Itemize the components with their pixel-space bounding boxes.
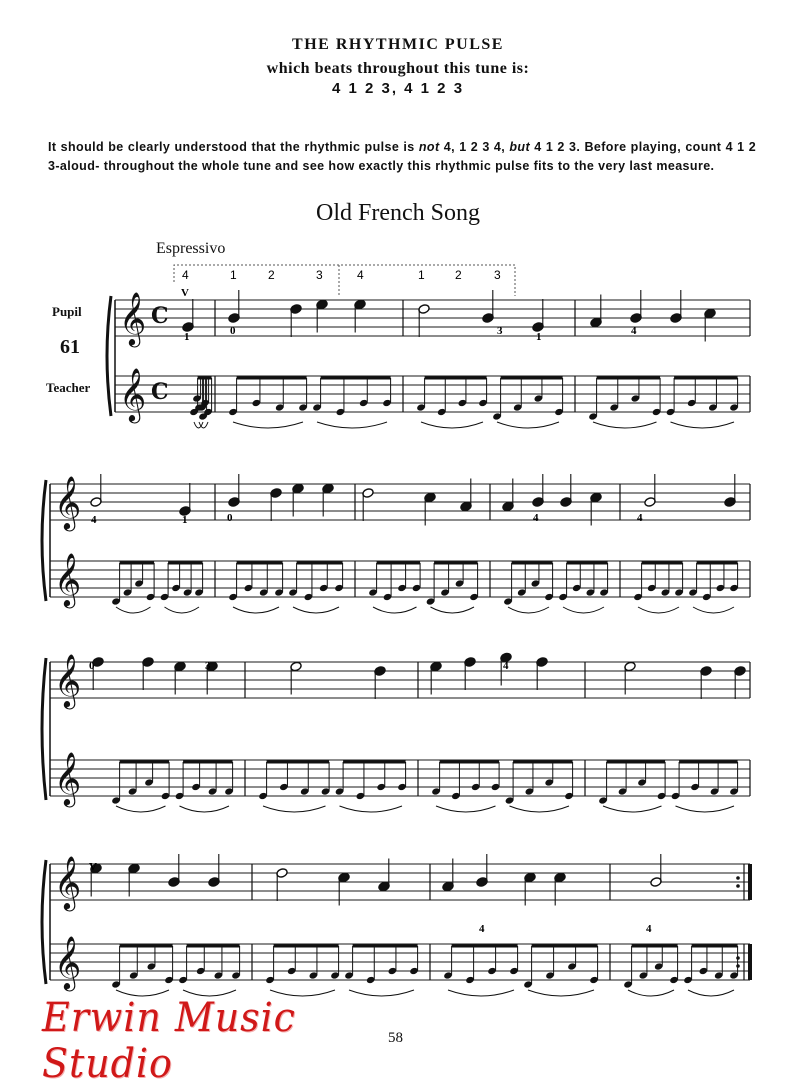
intro-not: not [418, 140, 440, 154]
pupil-label: Pupil [52, 304, 82, 319]
system-brace [42, 658, 46, 800]
fingering-mark: 1 [536, 331, 542, 343]
repeat-dot [736, 876, 740, 880]
slur [116, 806, 166, 812]
treble-clef-icon: 𝄞 [54, 935, 82, 989]
tempo-marking: Espressivo [156, 240, 226, 257]
fingering-mark: 4 [91, 514, 97, 526]
slur [317, 422, 387, 428]
slur [563, 607, 604, 613]
beat-count-8: 3 [494, 268, 501, 282]
watermark-text: Erwin Music Studio [42, 995, 296, 1087]
slur [497, 422, 559, 428]
beat-count-5: 4 [357, 268, 364, 282]
treble-clef-icon: 𝄞 [119, 291, 147, 345]
slur [263, 806, 326, 812]
slur [293, 607, 339, 613]
slur [421, 422, 483, 428]
up-bow-mark: V [181, 287, 189, 299]
piece-number: 61 [60, 336, 80, 358]
treble-clef-icon: 𝄞 [54, 751, 82, 805]
intro-wrong-count: 4, 1 2 3 4, [443, 140, 506, 154]
slur [233, 607, 279, 613]
slur [676, 806, 735, 812]
slur [693, 607, 734, 613]
system-brace [107, 296, 111, 416]
song-title: Old French Song [316, 200, 480, 226]
slur [116, 607, 151, 613]
slur [638, 607, 679, 613]
fingering-mark: 0 [227, 512, 233, 524]
slur [508, 607, 549, 613]
fingering-mark: 1 [184, 331, 190, 343]
slur [165, 607, 200, 613]
treble-clef-icon: 𝄞 [54, 475, 82, 529]
fingering-mark: 4 [646, 923, 652, 935]
fingering-mark: 0 [230, 325, 236, 337]
fingering-mark: 4 [637, 512, 643, 524]
beat-count-1: 4 [182, 268, 189, 282]
fingering-mark: 3 [205, 660, 211, 672]
page-subheading: which beats throughout this tune is: [266, 60, 530, 77]
treble-clef-icon: 𝄞 [54, 855, 82, 909]
fingering-mark: 0 [89, 660, 95, 672]
slur [436, 806, 496, 812]
beat-count-3: 2 [268, 268, 275, 282]
intro-part3: -aloud- throughout the whole tune and see how exactly this rhythmic pulse fits to the very last measure. [55, 159, 715, 173]
page-heading: THE RHYTHMIC PULSE [292, 36, 504, 53]
rhythmic-pulse-counts: 4 1 2 3, 4 1 2 3 [331, 80, 465, 97]
up-bow-mark: V [89, 861, 97, 873]
fingering-mark: 4 [533, 512, 539, 524]
intro-count-aloud: 4 1 2 3 [48, 140, 757, 173]
intro-part1: It should be clearly understood that the rhythmic pulse is [48, 140, 415, 154]
intro-part2: Before playing, count [584, 140, 722, 154]
intro-right-count: 4 1 2 3. [534, 140, 581, 154]
slur [688, 990, 734, 996]
slur [431, 607, 475, 613]
treble-clef-icon: 𝄞 [119, 367, 147, 421]
teacher-label: Teacher [46, 380, 91, 395]
common-time-icon: C [151, 303, 169, 329]
slur [233, 422, 303, 428]
slur [373, 607, 417, 613]
slur [628, 990, 674, 996]
fingering-mark: 4 [631, 325, 637, 337]
fingering-marks [89, 287, 652, 935]
fingering-mark: 4 [503, 660, 509, 672]
beat-count-bracket [174, 265, 515, 296]
fingering-mark: 1 [182, 514, 188, 526]
slur [603, 806, 662, 812]
beat-count-2: 1 [230, 268, 237, 282]
slur [510, 806, 570, 812]
beat-count-7: 2 [455, 268, 462, 282]
system-brace [42, 860, 46, 984]
treble-clef-icon: 𝄞 [54, 552, 82, 606]
slur [671, 422, 735, 428]
repeat-dot [736, 884, 740, 888]
fingering-mark: 3 [497, 325, 503, 337]
system-brace [42, 480, 46, 601]
slur [593, 422, 657, 428]
slur [180, 806, 230, 812]
beat-count-6: 1 [418, 268, 425, 282]
treble-clef-icon: 𝄞 [54, 653, 82, 707]
common-time-icon: C [151, 379, 169, 405]
beat-count-4: 3 [316, 268, 323, 282]
slur [340, 806, 403, 812]
intro-but: but [509, 140, 531, 154]
slur [528, 990, 594, 996]
studio-watermark [42, 995, 372, 1087]
page-number: 58 [388, 1030, 403, 1046]
slur [448, 990, 514, 996]
fingering-mark: 4 [479, 923, 485, 935]
